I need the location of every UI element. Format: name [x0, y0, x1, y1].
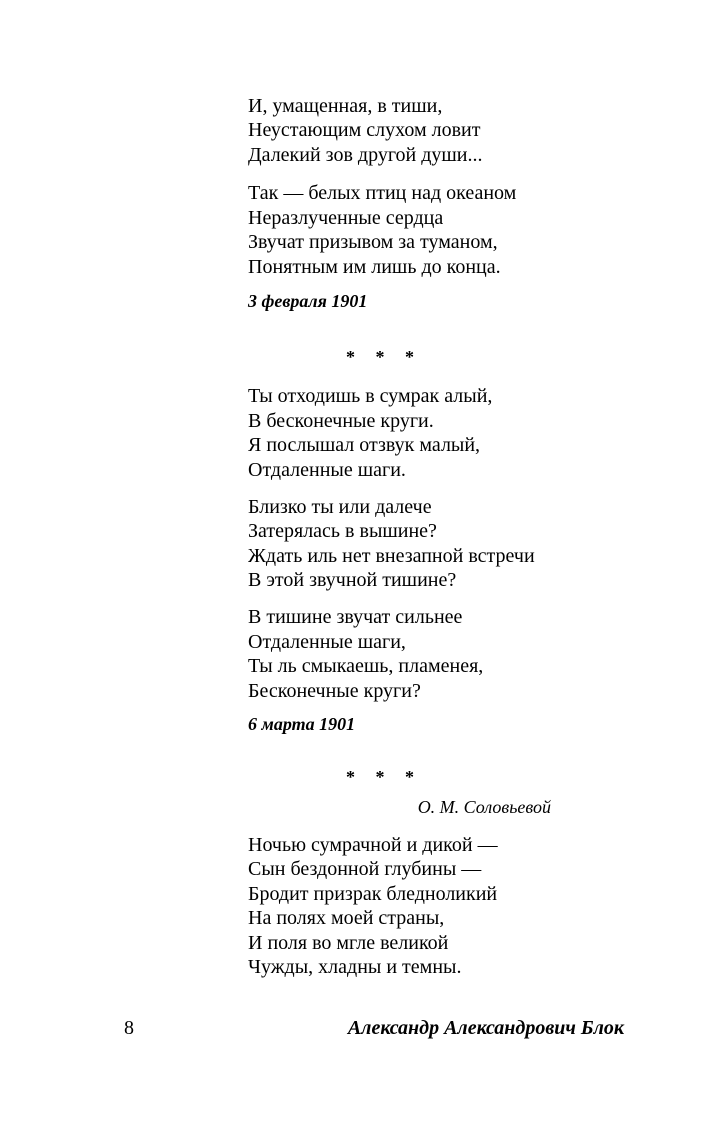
page-number: 8 — [124, 1017, 134, 1039]
verse-line: В этой звучной тишине? — [248, 569, 457, 591]
verse-line: Неразлученные сердца — [248, 207, 444, 229]
verse-line: Ты ль смыкаешь, пламенея, — [248, 655, 484, 677]
verse-line: В тишине звучат сильнее — [248, 606, 463, 628]
verse-line: Ждать иль нет внезапной встречи — [248, 545, 535, 567]
poem-date: 6 марта 1901 — [248, 714, 356, 734]
poem-dedication: О. М. Соловьевой — [417, 797, 551, 817]
verse-line: Отдаленные шаги, — [248, 631, 406, 653]
verse-line: Чужды, хладны и темны. — [248, 956, 462, 978]
poem-date: 3 февраля 1901 — [248, 291, 368, 311]
verse-line: Неустающим слухом ловит — [248, 119, 481, 141]
verse-line: В бесконечные круги. — [248, 410, 434, 432]
verse-line: Отдаленные шаги. — [248, 459, 406, 481]
section-separator: * * * — [346, 347, 422, 367]
verse-line: Близко ты или далече — [248, 496, 432, 518]
verse-line: Далекий зов другой души... — [248, 144, 483, 166]
verse-line: На полях моей страны, — [248, 907, 445, 929]
verse-line: И, умащенная, в тиши, — [248, 95, 443, 117]
verse-line: Понятным им лишь до конца. — [248, 256, 501, 278]
verse-line: И поля во мгле великой — [248, 932, 449, 954]
verse-line: Затерялась в вышине? — [248, 520, 437, 542]
verse-line: Ты отходишь в сумрак алый, — [248, 385, 493, 407]
verse-line: Сын бездонной глубины — — [248, 858, 482, 880]
verse-line: Бродит призрак бледноликий — [248, 883, 498, 905]
verse-line: Бесконечные круги? — [248, 680, 421, 702]
verse-line: Звучат призывом за туманом, — [248, 231, 498, 253]
running-head: Александр Александрович Блок — [347, 1017, 624, 1039]
verse-line: Ночью сумрачной и дикой — — [248, 834, 498, 856]
verse-line: Так — белых птиц над океаном — [248, 182, 517, 204]
section-separator: * * * — [346, 767, 422, 787]
verse-line: Я послышал отзвук малый, — [248, 434, 481, 456]
